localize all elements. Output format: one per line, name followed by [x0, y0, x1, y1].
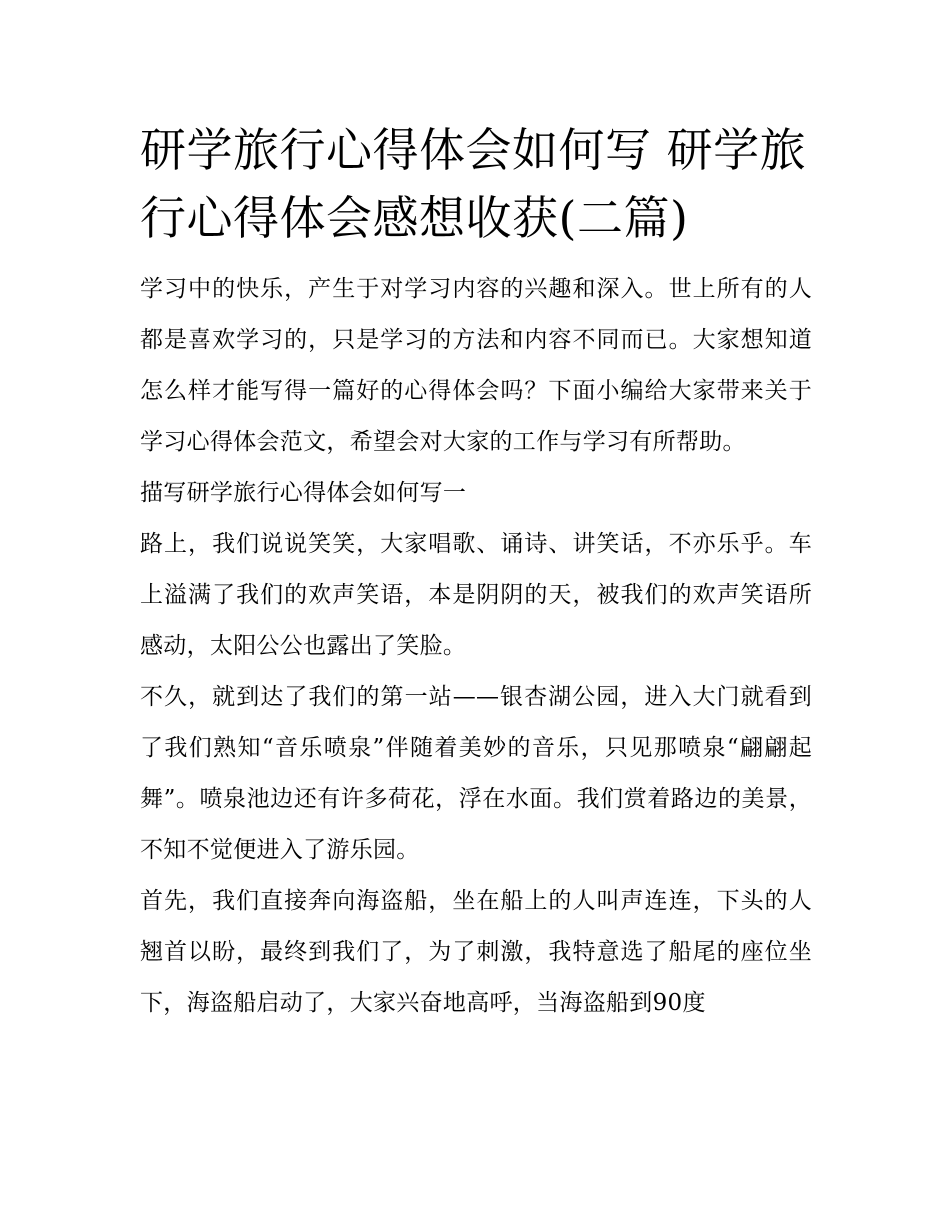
- body-paragraph: 不久，就到达了我们的第一站——银杏湖公园，进入大门就看到了我们熟知“音乐喷泉”伴随着美妙的音乐，只见那喷泉“翩翩起舞”。喷泉池边还有许多荷花，浮在水面。我们赏着路边的美景，不知不觉便进入了游乐园。: [140, 684, 812, 863]
- body-paragraph: 路上，我们说说笑笑，大家唱歌、诵诗、讲笑话，不亦乐乎。车上溢满了我们的欢声笑语，本是阴阴的天，被我们的欢声笑语所感动，太阳公公也露出了笑脸。: [140, 531, 812, 659]
- document-title: 研学旅行心得体会如何写 研学旅行心得体会感想收获(二篇): [140, 123, 807, 245]
- document-body: [140, 116, 812, 1029]
- body-paragraph: 首先，我们直接奔向海盗船，坐在船上的人叫声连连，下头的人翘首以盼，最终到我们了，为了刺激，我特意选了船尾的座位坐下，海盗船启动了，大家兴奋地高呼，当海盗船到90度: [140, 888, 812, 1016]
- section-heading: 描写研学旅行心得体会如何写一: [140, 480, 467, 506]
- intro-paragraph: 学习中的快乐，产生于对学习内容的兴趣和深入。世上所有的人都是喜欢学习的，只是学习的方法和内容不同而已。大家想知道怎么样才能写得一篇好的心得体会吗？下面小编给大家带来关于学习心得体会范文，希望会对大家的工作与学习有所帮助。: [140, 276, 812, 455]
